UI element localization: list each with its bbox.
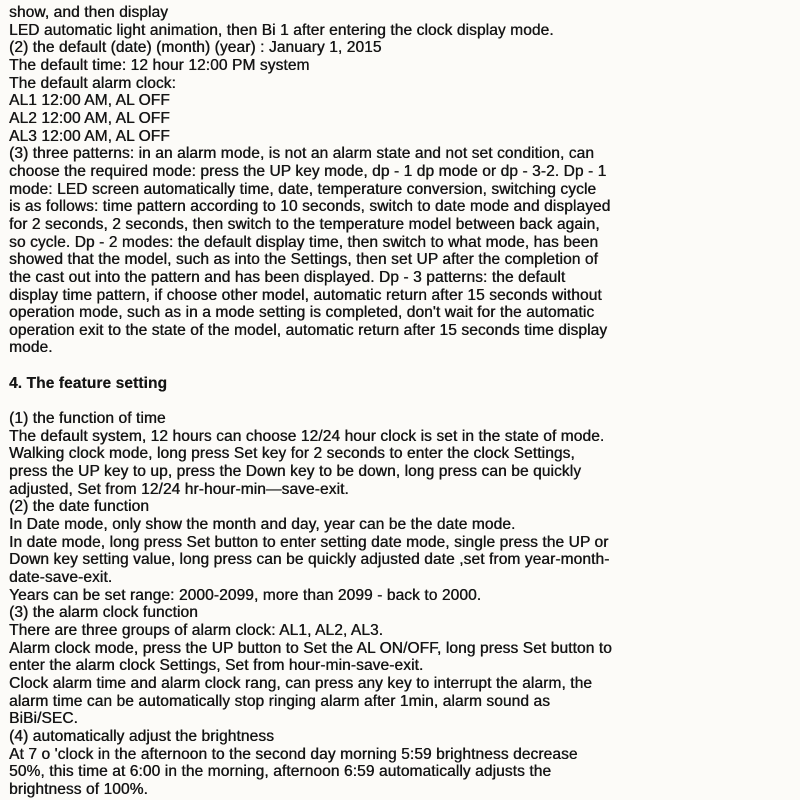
text-line: press the UP key to up, press the Down key to be down, long press can be quickly bbox=[9, 463, 582, 481]
text-line: choose the required mode: press the UP key mode, dp - 1 dp mode or dp - 3-2. Dp - 1 bbox=[9, 162, 607, 180]
text-line: is as follows: time pattern according to 10 seconds, switch to date mode and displayed bbox=[9, 198, 611, 216]
blank-line bbox=[9, 357, 792, 375]
text-line: (2) the date function bbox=[9, 498, 149, 516]
text-line: AL1 12:00 AM, AL OFF bbox=[9, 92, 170, 110]
text-line: alarm time can be automatically stop ringing alarm after 1min, alarm sound as bbox=[9, 692, 550, 710]
text-line: Down key setting value, long press can be quickly adjusted date ,set from year-month- bbox=[9, 551, 610, 569]
text-line: The default alarm clock: bbox=[9, 74, 176, 92]
text-line: show, and then display bbox=[9, 4, 169, 21]
text-line: operation mode, such as in a mode setting is completed, don't wait for the automatic bbox=[9, 304, 595, 322]
text-line: AL2 12:00 AM, AL OFF bbox=[9, 109, 170, 127]
text-line: Clock alarm time and alarm clock rang, can press any key to interrupt the alarm, the bbox=[9, 674, 593, 692]
text-line: mode: LED screen automatically time, date, temperature conversion, switching cycle bbox=[9, 180, 597, 198]
text-line: date-save-exit. bbox=[9, 568, 113, 586]
blank-line bbox=[9, 392, 792, 410]
text-line: mode. bbox=[9, 339, 53, 357]
text-line: so cycle. Dp - 2 modes: the default display time, then switch to what mode, has been bbox=[9, 233, 599, 251]
text-line: Walking clock mode, long press Set key for 2 seconds to enter the clock Settings, bbox=[9, 445, 575, 463]
text-line: the cast out into the pattern and has been displayed. Dp - 3 patterns: the default bbox=[9, 268, 566, 286]
text-line: In Date mode, only show the month and day, year can be the date mode. bbox=[9, 516, 516, 533]
section-heading: 4. The feature setting bbox=[9, 374, 168, 392]
text-line: display time pattern, if choose other model, automatic return after 15 seconds without bbox=[9, 286, 602, 304]
text-line: AL3 12:00 AM, AL OFF bbox=[9, 127, 170, 145]
text-line: At 7 o 'clock in the afternoon to the second day morning 5:59 brightness decrease bbox=[9, 745, 578, 763]
text-line: (1) the function of time bbox=[9, 410, 166, 428]
text-line: The default time: 12 hour 12:00 PM system bbox=[9, 56, 310, 74]
text-line: Years can be set range: 2000-2099, more than 2099 - back to 2000. bbox=[9, 586, 482, 604]
text-line: BiBi/SEC. bbox=[9, 710, 78, 728]
document-text bbox=[9, 4, 792, 799]
text-line: Alarm clock mode, press the UP button to Set the AL ON/OFF, long press Set button to bbox=[9, 639, 612, 657]
text-line: (3) three patterns: in an alarm mode, is not an alarm state and not set condition, can bbox=[9, 145, 594, 163]
text-line: (4) automatically adjust the brightness bbox=[9, 727, 274, 745]
text-line: The default system, 12 hours can choose 12/24 hour clock is set in the state of mode. bbox=[9, 427, 605, 445]
text-line: (2) the default (date) (month) (year) : January 1, 2015 bbox=[9, 39, 382, 57]
text-line: operation exit to the state of the model, automatic return after 15 seconds time display bbox=[9, 321, 608, 339]
text-line: There are three groups of alarm clock: AL1, AL2, AL3. bbox=[9, 621, 384, 639]
text-line: In date mode, long press Set button to enter setting date mode, single press the UP or bbox=[9, 533, 609, 551]
text-line: adjusted, Set from 12/24 hr-hour-min—save-exit. bbox=[9, 480, 349, 498]
text-line: 50%, this time at 6:00 in the morning, afternoon 6:59 automatically adjusts the bbox=[9, 763, 552, 781]
text-line: enter the alarm clock Settings, Set from hour-min-save-exit. bbox=[9, 657, 424, 675]
text-line: (3) the alarm clock function bbox=[9, 604, 198, 622]
text-line: brightness of 100%. bbox=[9, 780, 148, 798]
text-line: LED automatic light animation, then Bi 1 after entering the clock display mode. bbox=[9, 21, 554, 39]
text-line: showed that the model, such as into the Settings, then set UP after the completion of bbox=[9, 251, 598, 269]
text-line: for 2 seconds, 2 seconds, then switch to the temperature model between back again, bbox=[9, 215, 600, 233]
